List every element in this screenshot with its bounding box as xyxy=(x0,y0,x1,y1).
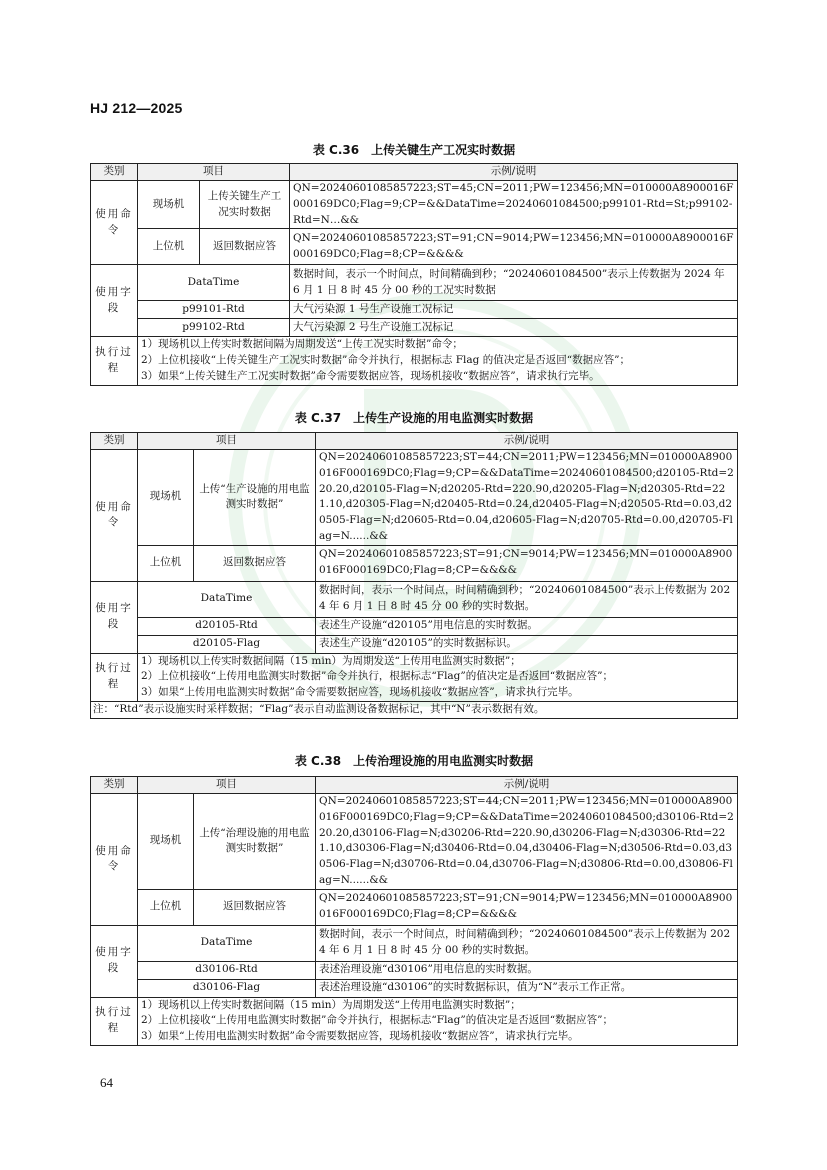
table-c37-caption: 表 C.37 上传生产设施的用电监测实时数据 xyxy=(294,411,534,425)
field-name: d20105-Rtd xyxy=(138,617,316,635)
role-upper: 上位机 xyxy=(138,889,194,925)
role-upper: 上位机 xyxy=(138,545,194,581)
field-name: DataTime xyxy=(138,581,316,617)
header-category: 类别 xyxy=(91,164,138,181)
execution-steps xyxy=(138,997,738,1045)
upper-item: 返回数据应答 xyxy=(194,889,316,925)
field-description: 数据时间，表示一个时间点，时间精确到秒；“20240601084500”表示上传数据为 2024 年 6 月 1 日 8 时 45 分 00 秒的实时数据。 xyxy=(316,581,738,617)
role-site: 现场机 xyxy=(138,794,194,890)
table-row xyxy=(91,229,738,265)
execution-step: 3）如果“上传关键生产工况实时数据”命令需要数据应答，现场机接收“数据应答”，请求执行完毕。 xyxy=(141,369,600,382)
field-name: d20105-Flag xyxy=(138,635,316,653)
field-description: 表述生产设施“d20105”用电信息的实时数据。 xyxy=(316,617,738,635)
site-example: QN=20240601085857223;ST=44;CN=2011;PW=123456;MN=010000A8900016F000169DC0;Flag=9;CP=&&DataTime=20240601084500;d20105-Rtd=220.20,d20105-Flag=N;d20205-Rtd=220.90,d20205-Flag=N;d20305-Rtd=221.10,d20305-Flag=N;d20405-Rtd=0.24,d20405-Flag=N;d20505-Rtd=0.03,d20505-Flag=N;d20605-Rtd=0.04,d20605-Flag=N;d20705-Rtd=0.00,d20705-Flag=N......&& xyxy=(316,450,738,546)
table-c37 xyxy=(90,432,738,719)
site-example: QN=20240601085857223;ST=45;CN=2011;PW=123456;MN=010000A8900016F000169DC0;Flag=9;CP=&&DataTime=20240601084500;p99101-Rtd=St;p99102-Rtd=N…&& xyxy=(290,181,738,229)
execution-step: 1）现场机以上传实时数据间隔（15 min）为周期发送“上传用电监测实时数据”； xyxy=(141,654,521,667)
field-description: 大气污染源 1 号生产设施工况标记 xyxy=(290,301,738,319)
table-row xyxy=(91,450,738,546)
table-row xyxy=(91,635,738,653)
field-name: d30106-Rtd xyxy=(138,961,316,979)
site-item: 上传关键生产工况实时数据 xyxy=(200,181,290,229)
table-row xyxy=(91,997,738,1045)
table-row xyxy=(91,581,738,617)
field-name: d30106-Flag xyxy=(138,979,316,997)
table-c38 xyxy=(90,776,738,1046)
category-fields: 使用字段 xyxy=(91,265,138,337)
field-description: 表述生产设施“d20105”的实时数据标识。 xyxy=(316,635,738,653)
table-c38-caption: 表 C.38 上传治理设施的用电监测实时数据 xyxy=(294,754,534,768)
table-header-row xyxy=(91,164,738,181)
execution-step: 1）现场机以上传实时数据间隔（15 min）为周期发送“上传用电监测实时数据”； xyxy=(141,998,521,1011)
table-row xyxy=(91,301,738,319)
category-command: 使用命令 xyxy=(91,181,138,265)
execution-steps xyxy=(138,653,738,701)
execution-step: 2）上位机接收“上传用电监测实时数据”命令并执行，根据标志“Flag”的值决定是否返回“数据应答”； xyxy=(141,670,614,683)
table-row xyxy=(91,617,738,635)
category-execution: 执行过程 xyxy=(91,337,138,385)
category-execution: 执行过程 xyxy=(91,997,138,1045)
page-number: 64 xyxy=(100,1075,113,1090)
table-row xyxy=(91,889,738,925)
field-description: 表述治理设施“d30106”用电信息的实时数据。 xyxy=(316,961,738,979)
upper-item: 返回数据应答 xyxy=(200,229,290,265)
table-row xyxy=(91,319,738,337)
execution-step: 2）上位机接收“上传用电监测实时数据”命令并执行，根据标志“Flag”的值决定是否返回“数据应答”； xyxy=(141,1014,614,1027)
table-row xyxy=(91,925,738,961)
role-site: 现场机 xyxy=(138,450,194,546)
table-header-row xyxy=(91,433,738,450)
field-description: 表述治理设施“d30106”的实时数据标识，值为“N”表示工作正常。 xyxy=(316,979,738,997)
header-item: 项目 xyxy=(138,777,316,794)
role-upper: 上位机 xyxy=(138,229,200,265)
table-row xyxy=(91,265,738,301)
field-name: p99102-Rtd xyxy=(138,319,290,337)
table-row xyxy=(91,653,738,701)
table-c36-caption: 表 C.36 上传关键生产工况实时数据 xyxy=(312,143,516,157)
upper-example: QN=20240601085857223;ST=91;CN=9014;PW=123456;MN=010000A8900016F000169DC0;Flag=8;CP=&&&& xyxy=(316,545,738,581)
table-row xyxy=(91,794,738,890)
category-command: 使用命令 xyxy=(91,794,138,926)
table-row xyxy=(91,181,738,229)
header-description: 示例/说明 xyxy=(316,433,738,450)
header-description: 示例/说明 xyxy=(316,777,738,794)
field-name: DataTime xyxy=(138,265,290,301)
category-fields: 使用字段 xyxy=(91,581,138,653)
table-row xyxy=(91,701,738,718)
header-category: 类别 xyxy=(91,433,138,450)
field-description: 数据时间，表示一个时间点，时间精确到秒；“20240601084500”表示上传数据为 2024 年 6 月 1 日 8 时 45 分 00 秒的工况实时数据 xyxy=(290,265,738,301)
execution-step: 1）现场机以上传实时数据间隔为周期发送“上传工况实时数据”命令； xyxy=(141,338,463,351)
document-id: HJ 212—2025 xyxy=(90,100,183,116)
execution-step: 3）如果“上传用电监测实时数据”命令需要数据应答，现场机接收“数据应答”，请求执行完毕。 xyxy=(141,686,579,698)
category-fields: 使用字段 xyxy=(91,925,138,997)
upper-example: QN=20240601085857223;ST=91;CN=9014;PW=123456;MN=010000A8900016F000169DC0;Flag=8;CP=&&&& xyxy=(316,889,738,925)
role-site: 现场机 xyxy=(138,181,200,229)
category-execution: 执行过程 xyxy=(91,653,138,701)
field-description: 大气污染源 2 号生产设施工况标记 xyxy=(290,319,738,337)
table-header-row xyxy=(91,777,738,794)
table-row xyxy=(91,545,738,581)
category-command: 使用命令 xyxy=(91,450,138,582)
upper-example: QN=20240601085857223;ST=91;CN=9014;PW=123456;MN=010000A8900016F000169DC0;Flag=8;CP=&&&& xyxy=(290,229,738,265)
field-name: p99101-Rtd xyxy=(138,301,290,319)
site-item: 上传“生产设施的用电监测实时数据” xyxy=(194,450,316,546)
upper-item: 返回数据应答 xyxy=(194,545,316,581)
header-category: 类别 xyxy=(91,777,138,794)
site-item: 上传“治理设施的用电监测实时数据” xyxy=(194,794,316,890)
header-item: 项目 xyxy=(138,433,316,450)
table-note: 注：“Rtd”表示设施实时采样数据；“Flag”表示自动监测设备数据标记，其中“N”表示数据有效。 xyxy=(91,701,738,718)
table-row xyxy=(91,337,738,385)
header-item: 项目 xyxy=(138,164,290,181)
field-name: DataTime xyxy=(138,925,316,961)
header-description: 示例/说明 xyxy=(290,164,738,181)
execution-steps xyxy=(138,337,738,385)
table-row xyxy=(91,979,738,997)
table-c36 xyxy=(90,163,738,386)
table-row xyxy=(91,961,738,979)
execution-step: 3）如果“上传用电监测实时数据”命令需要数据应答，现场机接收“数据应答”，请求执行完毕。 xyxy=(141,1030,579,1042)
execution-step: 2）上位机接收“上传关键生产工况实时数据”命令并执行，根据标志 Flag 的值决定是否返回“数据应答”； xyxy=(141,354,630,366)
field-description: 数据时间，表示一个时间点，时间精确到秒；“20240601084500”表示上传数据为 2024 年 6 月 1 日 8 时 45 分 00 秒的实时数据。 xyxy=(316,925,738,961)
site-example: QN=20240601085857223;ST=44;CN=2011;PW=123456;MN=010000A8900016F000169DC0;Flag=9;CP=&&DataTime=20240601084500;d30106-Rtd=220.20,d30106-Flag=N;d30206-Rtd=220.90,d30206-Flag=N;d30306-Rtd=221.10,d30306-Flag=N;d30406-Rtd=0.04,d30406-Flag=N;d30506-Rtd=0.03,d30506-Flag=N;d30706-Rtd=0.04,d30706-Flag=N;d30806-Rtd=0.00,d30806-Flag=N......&& xyxy=(316,794,738,890)
